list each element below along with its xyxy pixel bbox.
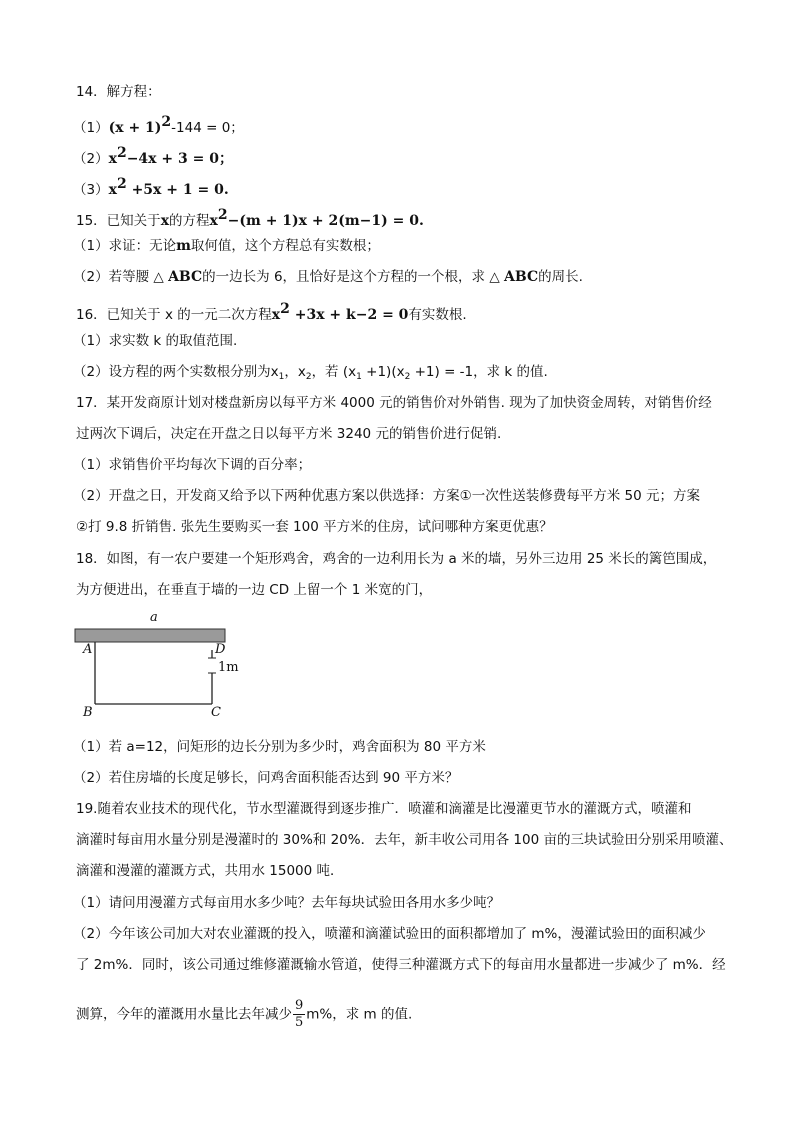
q15-stem: 15．已知关于x的方程$x^2-(m + 1)x + 2(m-1) = 0$. (76, 207, 424, 229)
q14-title: 14．解方程： (76, 84, 161, 100)
fraction: $\frac{9}{5}$ (295, 998, 304, 1030)
q19-part2-line1: （2）今年该公司加大对农业灌溉的投入，喷灌和滴灌试验田的面积都增加了 m%，漫灌试验田的面积减少 (73, 926, 706, 942)
q19-line3: 滴灌和漫灌的灌溉方式，共用水 15000 吨． (76, 863, 344, 879)
q19-part2-line2: 了 2m%．同时，该公司通过维修灌溉输水管道，使得三种灌溉方式下的每亩用水量都进一步减少了 m%．经 (76, 957, 726, 973)
vertex-c-label: C (211, 705, 221, 720)
q17-part1: （1）求销售价平均每次下调的百分率； (73, 457, 312, 473)
q16-stem: 16．已知关于 x 的一元二次方程$x^2 +3x + k-2 = 0$有实数根. (76, 301, 467, 323)
q15-part2: （2）若等腰 △ ABC的一边长为 6，且恰好是这个方程的一个根，求 △ ABC的周长. (73, 269, 583, 285)
q17-line2: 过两次下调后，决定在开盘之日以每平方米 3240 元的销售价进行促销. (76, 426, 502, 442)
vertex-a-label: A (83, 642, 93, 657)
q15-part1: （1）求证：无论m取何值，这个方程总有实数根； (73, 238, 380, 254)
q18-line2: 为方便进出，在垂直于墙的一边 CD 上留一个 1 米宽的门， (76, 582, 433, 598)
door-width-label: 1m (218, 660, 239, 675)
q16-part2: （2）设方程的两个实数根分别为$x_1$，$x_2$，若 $(x_1 +1)(x_2 +1) = -1$，求 k 的值. (73, 364, 548, 382)
wall-shape (75, 629, 225, 642)
q17-part2-line1: （2）开盘之日，开发商又给予以下两种优惠方案以供选择：方案①一次性送装修费每平方米 50 元；方案 (73, 488, 700, 504)
q14-part3: $(3)x^2 +5x + 1 = 0$. (73, 176, 229, 198)
q17-line1: 17．某开发商原计划对楼盘新房以每平方米 4000 元的销售价对外销售. 现为了加快资金周转，对销售价经 (76, 395, 712, 411)
q17-part2-line2: ②打 9.8 折销售. 张先生要购买一套 100 平方米的住房，试问哪种方案更优惠？ (76, 519, 553, 535)
wall-label: a (150, 610, 158, 625)
vertex-d-label: D (215, 642, 226, 657)
q16-part1: （1）求实数 k 的取值范围. (73, 333, 238, 349)
q18-part1: （1）若 a=12，问矩形的边长分别为多少时，鸡舍面积为 80 平方米 (73, 739, 486, 755)
q19-part1: （1）请问用漫灌方式每亩用水多少吨？去年每块试验田各用水多少吨？ (73, 895, 501, 911)
vertex-b-label: B (83, 705, 93, 720)
q14-part1: $(1)(x + 1)^2-144 = 0$； (73, 114, 244, 136)
q18-line1: 18．如图，有一农户要建一个矩形鸡舍，鸡舍的一边利用长为 a 米的墙，另外三边用 25 米长的篱笆围成， (76, 551, 717, 567)
q18-part2: （2）若住房墙的长度足够长，问鸡舍面积能否达到 90 平方米？ (73, 770, 459, 786)
q19-line2: 滴灌时每亩用水量分别是漫灌时的 30%和 20%．去年，新丰收公司用各 100 亩的三块试验田分别采用喷灌、 (76, 832, 733, 848)
q14-part2: $(2)x^2-4x + 3 = 0$； (73, 145, 233, 167)
q19-line1: 19.随着农业技术的现代化，节水型灌溉得到逐步推广．喷灌和滴灌是比漫灌更节水的灌溉方式，喷灌和 (76, 801, 692, 817)
q19-part2-line3: 测算，今年的灌溉用水量比去年减少 $\frac{9}{5}$ m%，求 m 的值. (76, 998, 413, 1030)
q18-figure (70, 610, 240, 725)
